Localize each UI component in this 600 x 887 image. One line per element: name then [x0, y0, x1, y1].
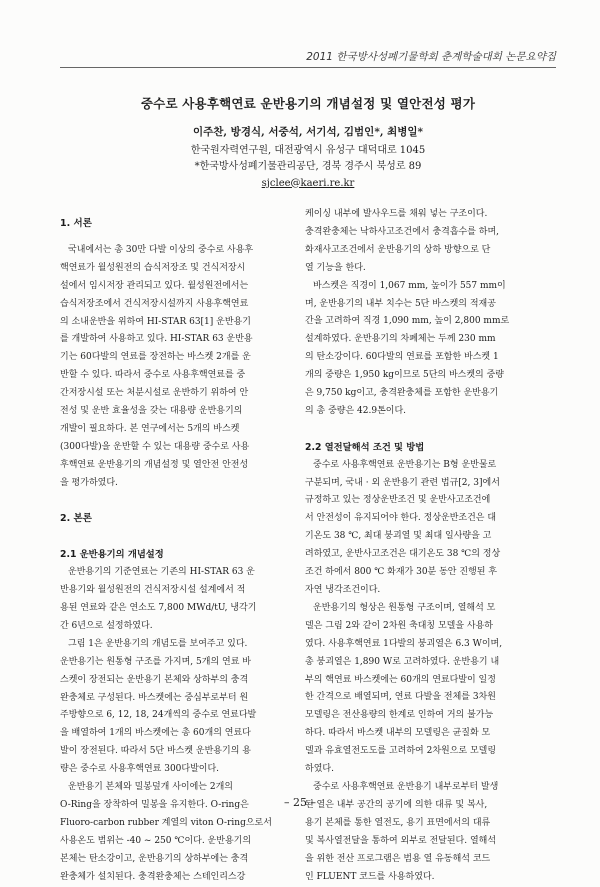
- text-line: 된 열은 내부 공간의 공기에 의한 대류 및 복사,: [305, 799, 488, 810]
- text-line: 사용온도 범위는 -40 ~ 250 ℃이다. 운반용기의: [60, 835, 252, 846]
- text-line: 중수로 사용후핵연료 운반용기는 B형 운반물로: [313, 459, 497, 470]
- text-line: 용기 본체를 통한 열전도, 용기 표면에서의 대류: [305, 817, 491, 828]
- author-block: [60, 124, 556, 192]
- text-line: 간 6년으로 설정하였다.: [60, 620, 153, 631]
- page-number: – 25 –: [284, 796, 316, 809]
- header-rule: [60, 67, 556, 68]
- text-line: 완충체가 설치된다. 충격완충체는 스테인리스강: [60, 871, 246, 882]
- text-line: 조건 하에서 800 ℃ 화재가 30분 동안 진행된 후: [305, 567, 497, 578]
- affiliation-2: *한국방사성폐기물관리공단, 경북 경주시 북성로 89: [194, 161, 422, 172]
- text-line: O-Ring을 장착하여 밀봉을 유지한다. O-ring은: [60, 799, 249, 810]
- text-line: 개발이 필요하다. 본 연구에서는 5개의 바스켓: [60, 423, 240, 434]
- author-names: 이주찬, 방경식, 서중석, 서기석, 김범인*, 최병일*: [192, 126, 424, 138]
- text-line: 구분되며, 국내 · 외 운반용기 관련 법규[2, 3]에서: [305, 477, 500, 488]
- text-line: 반용기와 월성원전의 건식저장시설 설계에서 적: [60, 585, 246, 596]
- text-line: (300다발)을 운반할 수 있는 대용량 중수로 사용: [60, 441, 250, 452]
- right-column: [305, 206, 531, 886]
- text-line: 량은 중수로 사용후핵연료 300다발이다.: [60, 764, 220, 775]
- section-body-heading: 2. 본론: [60, 513, 92, 525]
- text-line: 본체는 탄소강이고, 운반용기의 상하부에는 충격: [60, 853, 249, 864]
- text-line: 델은 그림 2와 같이 2차원 축대칭 모델을 사용하: [305, 620, 493, 631]
- affiliation-1: 한국원자력연구원, 대전광역시 유성구 대덕대로 1045: [190, 144, 426, 156]
- text-line: 반할 수 있다. 따라서 중수로 사용후핵연료를 중: [60, 370, 246, 381]
- text-line: 운반용기의 기준연료는 기존의 HI-STAR 63 운: [68, 567, 255, 578]
- text-line: 의 탄소강이다. 60다발의 연료를 포함한 바스켓 1: [305, 352, 499, 363]
- text-line: 바스켓은 직경이 1,067 mm, 높이가 557 mm이: [313, 280, 506, 291]
- text-line: 을 위한 전산 프로그램은 범용 열 유동해석 코드: [305, 853, 491, 864]
- text-line: 의 소내운반을 위하여 HI-STAR 63[1] 운반용기: [60, 316, 251, 327]
- text-line: 을 평가하였다.: [60, 477, 118, 488]
- text-line: 설에서 임시저장 관리되고 있다. 월성원전에서는: [60, 280, 249, 291]
- text-line: 총 붕괴열은 1,890 W로 고려하였다. 운반용기 내: [305, 656, 500, 667]
- text-line: 화재사고조건에서 운반용기의 상하 방향으로 단: [305, 244, 491, 255]
- text-line: 하다. 따라서 바스켓 내부의 모델링은 균질화 모: [305, 728, 491, 739]
- text-line: 델과 유효열전도도를 고려하여 2차원으로 모델링: [305, 746, 497, 757]
- text-line: 주방향으로 6, 12, 18, 24개씩의 중수로 연료다발: [60, 710, 257, 721]
- text-line: 은 9,750 kg이고, 충격완충체를 포함한 운반용기: [305, 388, 499, 399]
- text-line: 간저장시설 또는 처분시설로 운반하기 위하여 안: [60, 388, 249, 399]
- text-line: 충격완충체는 낙하사고조건에서 충격흡수를 하며,: [305, 226, 500, 237]
- text-line: 규정하고 있는 정상운반조건 및 운반사고조건에: [305, 495, 491, 506]
- text-line: 열 기능을 한다.: [305, 262, 366, 273]
- running-header: 2011 한국방사성폐기물학회 춘계학술대회 논문요약집: [306, 51, 556, 63]
- subsection-2-2-text: [305, 457, 531, 887]
- left-column: [60, 206, 286, 887]
- text-line: 습식저장조에서 건식저장시설까지 사용후핵연료: [60, 298, 249, 309]
- paper-title: 중수로 사용후핵연료 운반용기의 개념설정 및 열안전성 평가: [140, 96, 476, 111]
- text-line: 기는 60다발의 연료를 장전하는 바스켓 2개를 운: [60, 352, 251, 363]
- text-line: 기온도 38 ℃, 최대 붕괴열 및 최대 일사량을 고: [305, 531, 492, 542]
- text-line: 간을 고려하여 직경 1,090 mm, 높이 2,800 mm로: [305, 316, 510, 327]
- right-paragraph-text: [305, 206, 531, 421]
- text-line: 중수로 사용후핵연료 운반용기 내부로부터 발생: [313, 781, 499, 792]
- author-email: sjclee@kaeri.re.kr: [261, 177, 355, 189]
- text-line: 운반용기 본체와 밀봉덮개 사이에는 2개의: [68, 782, 233, 793]
- text-line: 려하였고, 운반사고조건은 대기온도 38 ℃의 정상: [305, 549, 501, 560]
- text-line: 의 총 중량은 42.9톤이다.: [305, 405, 407, 416]
- text-line: 후핵연료 운반용기의 개념설정 및 열안전 안전성: [60, 459, 249, 470]
- text-line: 전성 및 운반 효율성을 갖는 대용량 운반용기의: [60, 406, 243, 417]
- text-line: 운반용기의 형상은 원통형 구조이며, 열해석 모: [313, 602, 496, 613]
- text-line: 및 복사열전달을 통하여 외부로 전달된다. 열해석: [305, 835, 497, 846]
- subsection-2-1-heading: 2.1 운반용기의 개념설정: [60, 549, 164, 561]
- text-line: 자연 냉각조건이다.: [305, 585, 381, 596]
- subsection-2-1-text: [60, 564, 286, 886]
- text-line: 을 배열하여 1개의 바스켓에는 총 60개의 연료다: [60, 728, 251, 739]
- text-line: 그림 1은 운반용기의 개념도를 보여주고 있다.: [68, 638, 248, 649]
- text-line: 모델링은 전산용량의 한계로 인하여 거의 불가능: [305, 710, 494, 721]
- text-line: 였다. 사용후핵연료 1다발의 붕괴열은 6.3 W이며,: [305, 638, 503, 649]
- text-line: 를 개발하여 사용하고 있다. HI-STAR 63 운반용: [60, 334, 253, 345]
- text-line: 설계하였다. 운반용기의 차폐체는 두께 230 mm: [305, 334, 496, 345]
- text-line: 며, 운반용기의 내부 치수는 5단 바스켓의 적재공: [305, 298, 496, 309]
- subsection-2-2-heading: 2.2 열전달해석 조건 및 방법: [305, 441, 425, 453]
- text-line: 스켓이 장전되는 운반용기 본체와 상하부의 충격: [60, 674, 249, 685]
- text-line: 완충체로 구성된다. 바스켓에는 중심부로부터 원: [60, 692, 249, 703]
- text-line: 용된 연료와 같은 연소도 7,800 MWd/tU, 냉각기: [60, 603, 257, 613]
- text-line: 인 FLUENT 코드를 사용하였다.: [305, 871, 435, 882]
- section-introduction-heading: 1. 서론: [60, 218, 92, 229]
- text-line: 한 간격으로 배열되며, 연료 다발을 전체를 3차원: [305, 692, 496, 703]
- text-line: 하였다.: [305, 764, 334, 775]
- text-line: 핵연료가 월성원전의 습식저장조 및 건식저장시: [60, 262, 246, 273]
- text-line: 부의 핵연료 바스켓에는 60개의 연료다발이 일정: [305, 674, 496, 685]
- text-line: 운반용기는 원통형 구조를 가지며, 5개의 연료 바: [60, 656, 251, 667]
- text-line: 케이싱 내부에 발사우드를 채워 넣는 구조이다.: [305, 209, 488, 219]
- text-line: 서 안전성이 유지되어야 한다. 정상운반조건은 대: [305, 513, 497, 524]
- introduction-text: [60, 242, 286, 493]
- text-line: Fluoro-carbon rubber 계열의 viton O-ring으로서: [60, 817, 272, 828]
- text-line: 국내에서는 총 30만 다발 이상의 중수로 사용후: [68, 244, 254, 255]
- text-line: 발이 장전된다. 따라서 5단 바스켓 운반용기의 용: [60, 746, 251, 757]
- text-line: 개의 중량은 1,950 kg이므로 5단의 바스켓의 중량: [305, 370, 504, 381]
